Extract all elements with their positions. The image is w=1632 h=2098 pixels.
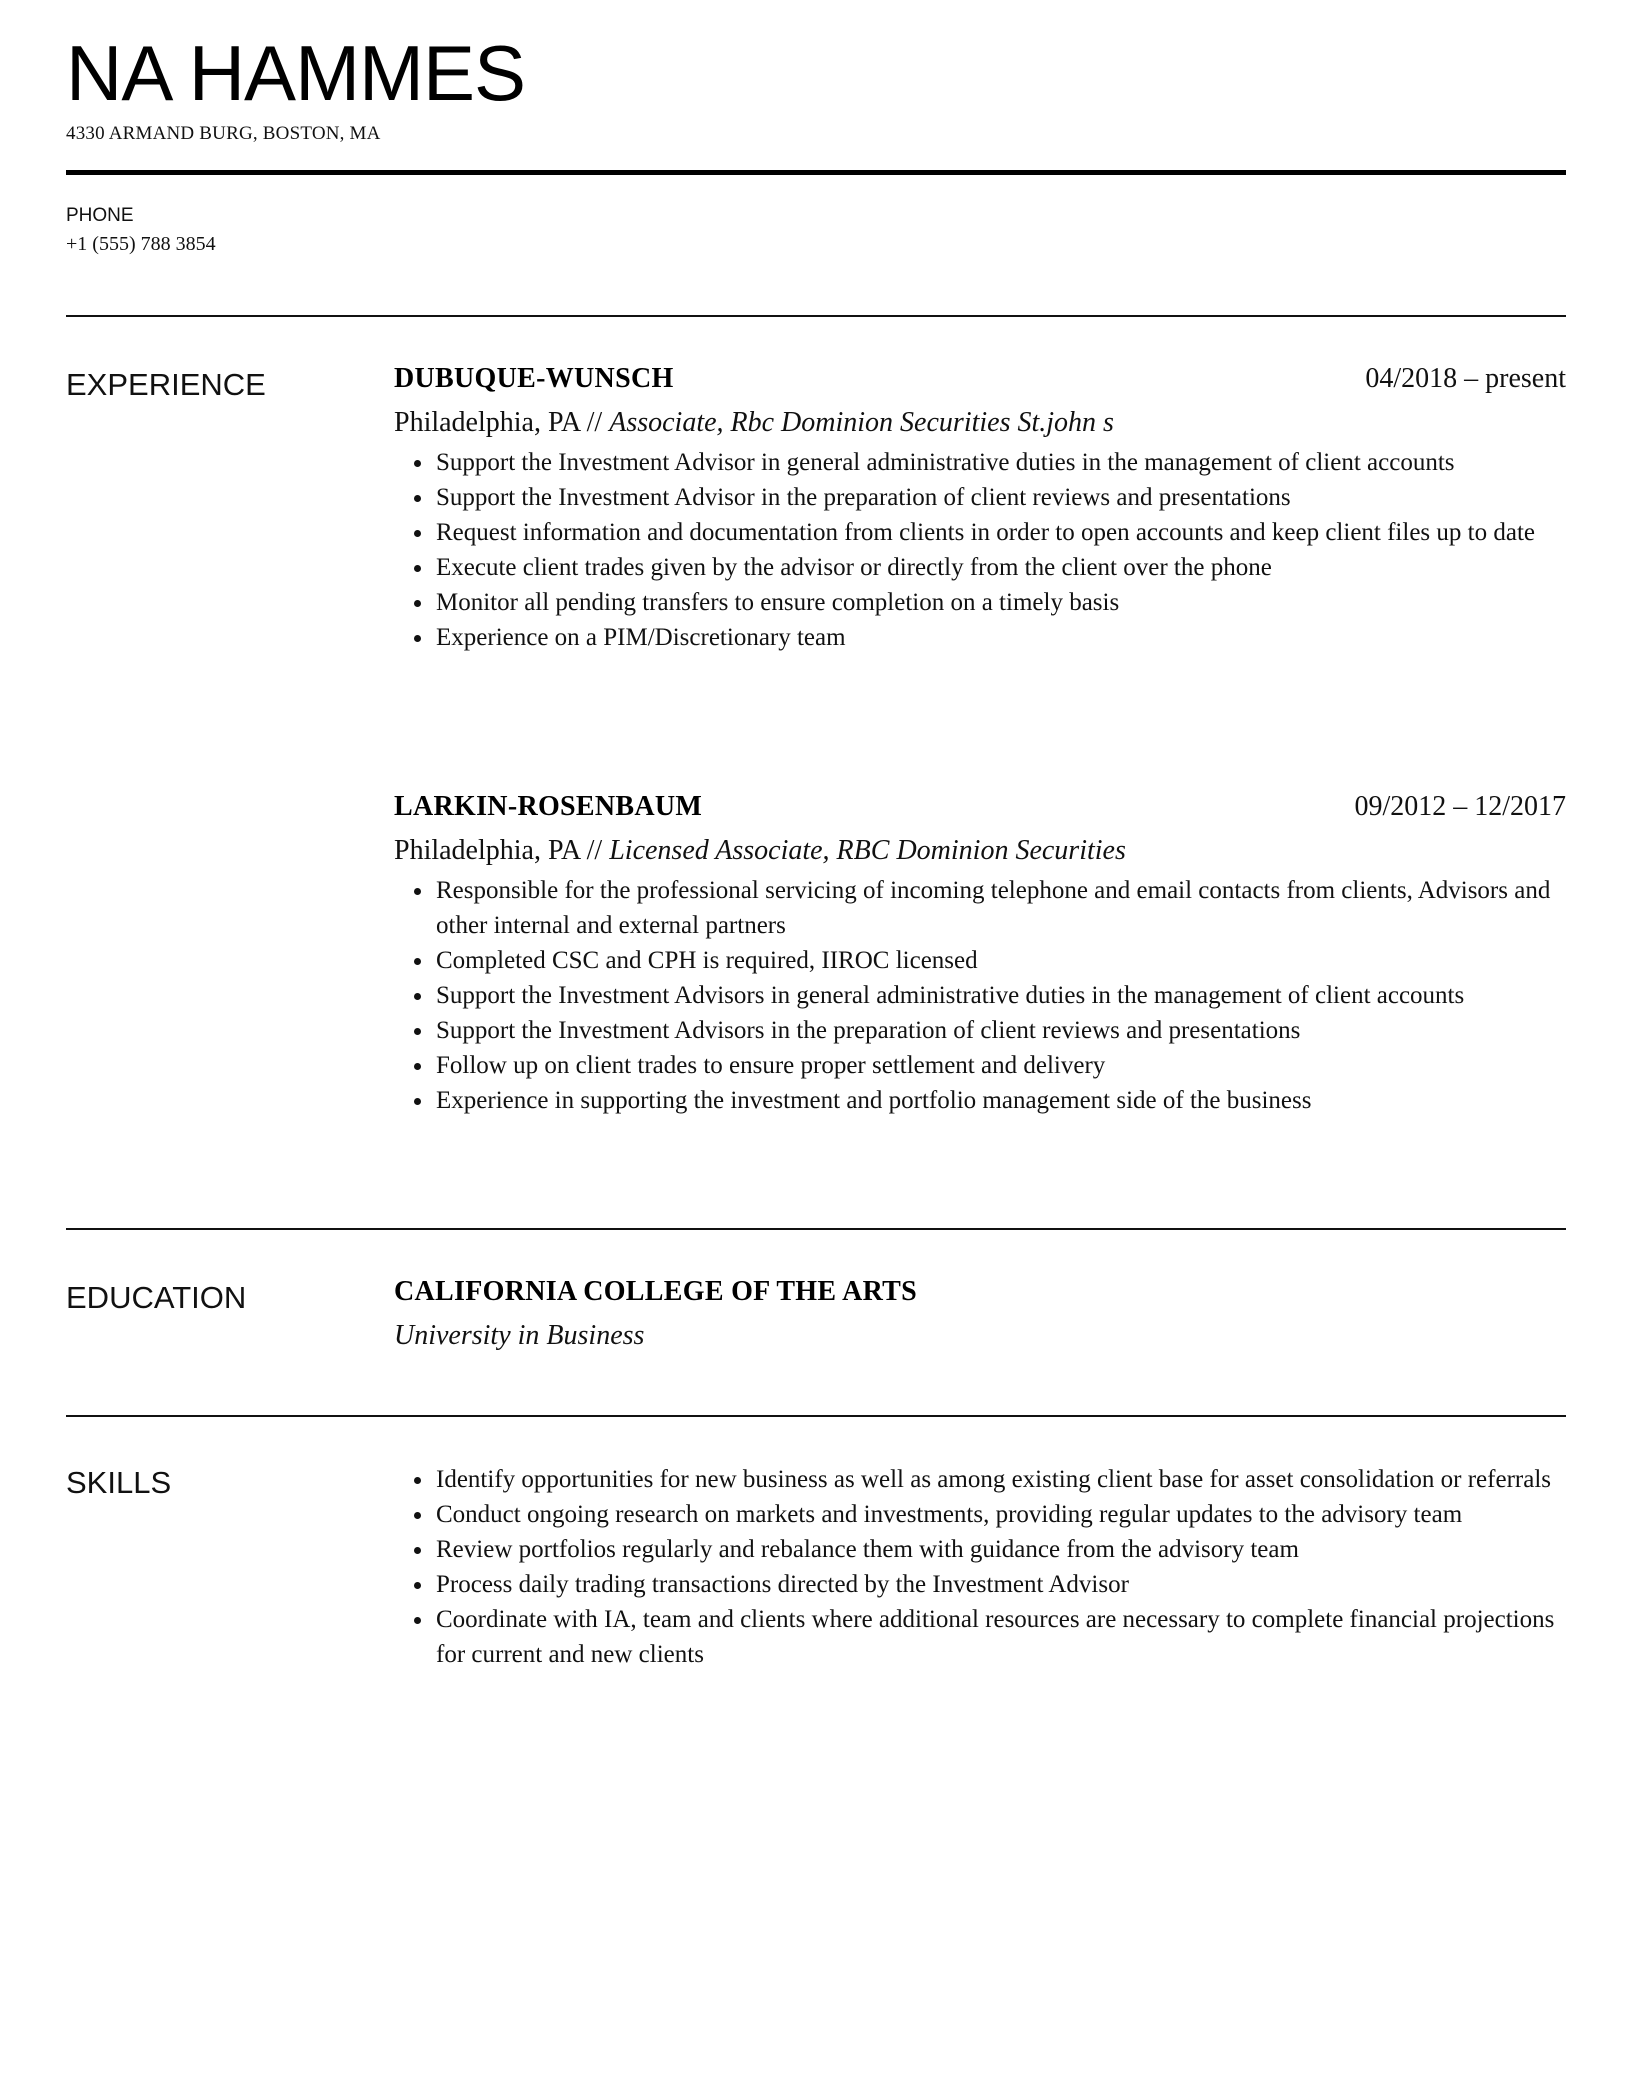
- phone-value: +1 (555) 788 3854: [66, 233, 216, 255]
- company-name: LARKIN-ROSENBAUM: [394, 791, 703, 822]
- skill-text: Identify opportunities for new business as well as among existing client base for asset consolidation or referrals: [436, 1466, 1551, 1493]
- candidate-name: NA HAMMES: [66, 29, 526, 117]
- bullet-text: Completed CSC and CPH is required, IIROC licensed: [436, 947, 978, 974]
- bullet-text: Follow up on client trades to ensure proper settlement and delivery: [436, 1052, 1106, 1079]
- job-role: Associate, Rbc Dominion Securities St.john s: [609, 407, 1114, 438]
- experience-heading: EXPERIENCE: [66, 367, 266, 402]
- bullet-icon: [414, 993, 421, 1000]
- bullet-icon: [414, 1512, 421, 1519]
- job-dates: 04/2018 – present: [1365, 363, 1566, 394]
- skill-item: [394, 1532, 1566, 1567]
- bullet-icon: [414, 600, 421, 607]
- skills-list: [394, 1462, 1566, 1672]
- job-entry: [394, 791, 1566, 1118]
- bullet-item: [394, 978, 1566, 1013]
- skills-content: [394, 1460, 1566, 1672]
- bullet-icon: [414, 565, 421, 572]
- job-header: [394, 791, 1566, 831]
- job-bullets: [394, 873, 1566, 1118]
- skill-item: [394, 1497, 1566, 1532]
- skill-text: Coordinate with IA, team and clients where additional resources are necessary to complete financial projections for current and new clients: [436, 1606, 1555, 1668]
- bullet-icon: [414, 495, 421, 502]
- company-name: DUBUQUE-WUNSCH: [394, 363, 674, 394]
- job-subtitle: [394, 831, 1566, 871]
- school-name: CALIFORNIA COLLEGE OF THE ARTS: [394, 1276, 918, 1307]
- skill-text: Process daily trading transactions directed by the Investment Advisor: [436, 1571, 1129, 1598]
- candidate-address: 4330 ARMAND BURG, BOSTON, MA: [66, 123, 381, 144]
- bullet-item: [394, 943, 1566, 978]
- bullet-item: [394, 1013, 1566, 1048]
- bullet-icon: [414, 1617, 421, 1624]
- header-divider: [66, 170, 1566, 175]
- job-dates: 09/2012 – 12/2017: [1354, 791, 1566, 822]
- bullet-text: Execute client trades given by the advisor or directly from the client over the phone: [436, 554, 1272, 581]
- job-subtitle: [394, 403, 1566, 443]
- bullet-icon: [414, 460, 421, 467]
- bullet-text: Support the Investment Advisor in general administrative duties in the management of client accounts: [436, 449, 1455, 476]
- bullet-item: [394, 585, 1566, 620]
- bullet-item: [394, 620, 1566, 655]
- job-role: Licensed Associate, RBC Dominion Securities: [609, 835, 1126, 866]
- bullet-text: Experience on a PIM/Discretionary team: [436, 624, 846, 651]
- education-heading: EDUCATION: [66, 1280, 247, 1315]
- job-separator: //: [579, 407, 610, 438]
- bullet-text: Support the Investment Advisors in general administrative duties in the management of client accounts: [436, 982, 1465, 1009]
- bullet-text: Experience in supporting the investment and portfolio management side of the business: [436, 1087, 1312, 1114]
- bullet-icon: [414, 1547, 421, 1554]
- bullet-icon: [414, 888, 421, 895]
- bullet-text: Support the Investment Advisors in the preparation of client reviews and presentations: [436, 1017, 1301, 1044]
- bullet-item: [394, 1048, 1566, 1083]
- bullet-text: Support the Investment Advisor in the preparation of client reviews and presentations: [436, 484, 1291, 511]
- bullet-item: [394, 515, 1566, 550]
- section-divider: [66, 1228, 1566, 1230]
- bullet-text: Monitor all pending transfers to ensure completion on a timely basis: [436, 589, 1120, 616]
- skill-text: Review portfolios regularly and rebalance them with guidance from the advisory team: [436, 1536, 1299, 1563]
- job-location: Philadelphia, PA: [394, 835, 580, 866]
- skill-text: Conduct ongoing research on markets and investments, providing regular updates to the advisory team: [436, 1501, 1463, 1528]
- skill-item: [394, 1567, 1566, 1602]
- bullet-icon: [414, 1477, 421, 1484]
- bullet-item: [394, 480, 1566, 515]
- bullet-text: Responsible for the professional servicing of incoming telephone and email contacts from clients, Advisors and other internal and external partners: [436, 877, 1551, 939]
- section-divider: [66, 315, 1566, 317]
- bullet-icon: [414, 635, 421, 642]
- bullet-icon: [414, 1098, 421, 1105]
- bullet-item: [394, 873, 1566, 943]
- job-header: [394, 363, 1566, 403]
- job-bullets: [394, 445, 1566, 655]
- phone-label: PHONE: [66, 205, 134, 226]
- bullet-item: [394, 1083, 1566, 1118]
- bullet-icon: [414, 958, 421, 965]
- job-location: Philadelphia, PA: [394, 407, 580, 438]
- bullet-text: Request information and documentation from clients in order to open accounts and keep client files up to date: [436, 519, 1535, 546]
- bullet-icon: [414, 1063, 421, 1070]
- degree: University in Business: [394, 1320, 645, 1351]
- skill-item: [394, 1602, 1566, 1672]
- bullet-icon: [414, 1582, 421, 1589]
- bullet-item: [394, 445, 1566, 480]
- education-content: [394, 1276, 1566, 1356]
- skills-heading: SKILLS: [66, 1465, 172, 1500]
- job-entry: [394, 363, 1566, 655]
- bullet-icon: [414, 530, 421, 537]
- job-separator: //: [579, 835, 610, 866]
- bullet-icon: [414, 1028, 421, 1035]
- skill-item: [394, 1462, 1566, 1497]
- bullet-item: [394, 550, 1566, 585]
- section-divider: [66, 1415, 1566, 1417]
